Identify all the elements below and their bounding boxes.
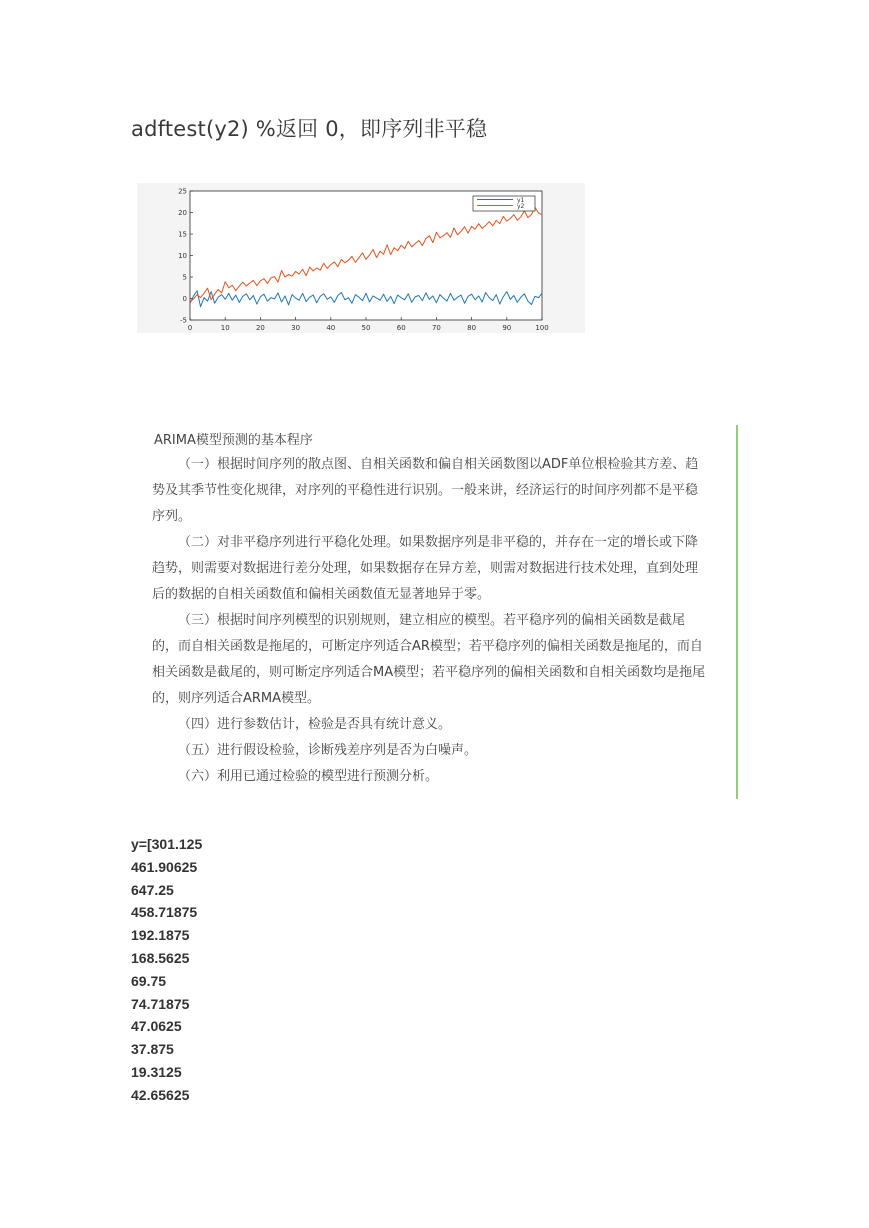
x-tick-label: 60 xyxy=(396,324,406,332)
data-line: 37.875 xyxy=(131,1041,174,1058)
procedure-step-4: （四）进行参数估计，检验是否具有统计意义。 xyxy=(178,717,452,732)
arima-procedure-block xyxy=(150,425,738,799)
x-tick-label: 30 xyxy=(291,324,301,332)
x-tick-label: 0 xyxy=(187,324,193,332)
data-line: y=[301.125 xyxy=(131,836,203,852)
x-tick-label: 50 xyxy=(361,324,371,332)
x-tick-label: 40 xyxy=(326,324,336,332)
x-tick-label: 100 xyxy=(535,324,549,332)
procedure-step-3: （三）根据时间序列模型的识别规则，建立相应的模型。若平稳序列的偏相关函数是截尾的，而自相关函数是拖尾的，可断定序列适合AR模型；若平稳序列的偏相关函数是拖尾的，而自相关函数是截尾的，则可断定序列适合MA模型；若平稳序列的偏相关函数和自相关函数均是拖尾的，则序列适合ARMA模型。 xyxy=(152,613,706,706)
data-line: 458.71875 xyxy=(131,904,198,921)
y-tick-label: 20 xyxy=(178,209,187,217)
procedure-step-1: （一）根据时间序列的散点图、自相关函数和偏自相关函数图以ADF单位根检验其方差、趋势及其季节性变化规律，对序列的平稳性进行识别。一般来讲，经济运行的时间序列都不是平稳序列。 xyxy=(152,457,699,524)
chart-svg xyxy=(137,183,585,333)
y-tick-label: 0 xyxy=(182,295,187,303)
x-tick-label: 80 xyxy=(467,324,477,332)
data-line: 168.5625 xyxy=(131,949,190,966)
y-tick-label: 15 xyxy=(178,230,187,239)
legend-label-y1: y1 xyxy=(517,197,525,204)
procedure-step-6: （六）利用已通过检验的模型进行预测分析。 xyxy=(178,769,439,784)
legend-label-y2: y2 xyxy=(517,203,525,210)
y-tick-label: 5 xyxy=(182,273,187,282)
procedure-step-2: （二）对非平稳序列进行平稳化处理。如果数据序列是非平稳的，并存在一定的增长或下降趋势，则需要对数据进行差分处理，如果数据存在异方差，则需对数据进行技术处理，直到处理后的数据的自相关函数值和偏相关函数值无显著地异于零。 xyxy=(152,535,699,602)
legend-box xyxy=(473,196,535,211)
data-line: 74.71875 xyxy=(131,995,190,1012)
data-line: 19.3125 xyxy=(131,1063,182,1080)
x-tick-label: 90 xyxy=(502,324,512,332)
y-tick-label: -5 xyxy=(180,316,187,325)
x-tick-label: 10 xyxy=(220,324,230,332)
y-tick-label: 10 xyxy=(178,252,187,260)
code-heading: adftest(y2) %返回 0，即序列非平稳 xyxy=(131,117,488,141)
data-line: 47.0625 xyxy=(131,1018,182,1035)
line-chart xyxy=(137,183,585,333)
data-vector xyxy=(131,833,202,1107)
x-tick-label: 70 xyxy=(431,324,441,332)
data-line: 461.90625 xyxy=(131,858,198,875)
data-line: 192.1875 xyxy=(131,927,190,944)
procedure-title: ARIMA模型预测的基本程序 xyxy=(154,433,313,448)
data-line: 647.25 xyxy=(131,881,174,898)
procedure-step-5: （五）进行假设检验，诊断残差序列是否为白噪声。 xyxy=(178,743,478,758)
data-line: 69.75 xyxy=(131,972,167,989)
y-tick-label: 25 xyxy=(178,187,187,196)
data-line: 42.65625 xyxy=(131,1086,190,1103)
x-tick-label: 20 xyxy=(255,324,265,332)
